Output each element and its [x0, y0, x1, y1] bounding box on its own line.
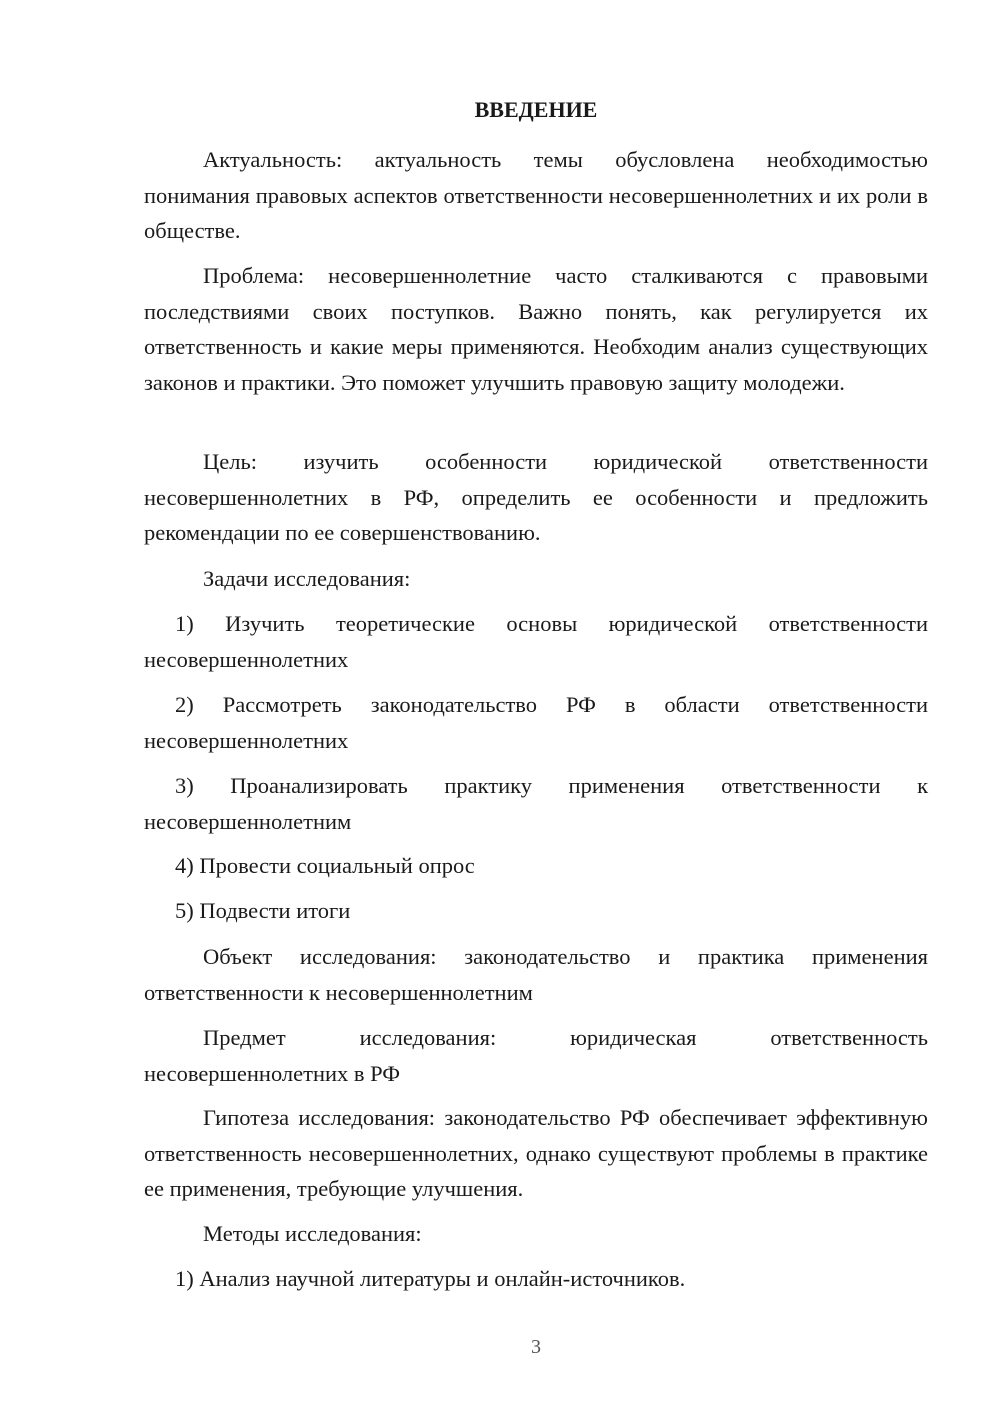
- task-item-5: 5) Подвести итоги: [175, 898, 351, 923]
- task-item-2: 2) Рассмотреть законодательство РФ в области ответственности несовершеннолетних: [144, 692, 928, 753]
- object-paragraph: Объект исследования: законодательство и практика применения ответственности к несовершеннолетним: [144, 944, 928, 1005]
- task-item-1: 1) Изучить теоретические основы юридической ответственности несовершеннолетних: [144, 611, 928, 672]
- section-title: ВВЕДЕНИЕ: [474, 97, 598, 122]
- method-item-1: 1) Анализ научной литературы и онлайн-источников.: [175, 1266, 686, 1291]
- methods-heading: Методы исследования:: [203, 1221, 422, 1246]
- page-number: 3: [531, 1336, 541, 1358]
- task-item-4: 4) Провести социальный опрос: [175, 853, 475, 878]
- goal-paragraph: Цель: изучить особенности юридической ответственности несовершеннолетних в РФ, определить ее особенности и предложить рекомендации по ее совершенствованию.: [144, 449, 928, 545]
- problem-paragraph: Проблема: несовершеннолетние часто сталкиваются с правовыми последствиями своих поступков. Важно понять, как регулируется их ответственность и какие меры применяются. Необходим анализ существующих законов и практики. Это поможет улучшить правовую защиту молодежи.: [144, 263, 928, 395]
- relevance-paragraph: Актуальность: актуальность темы обусловлена необходимостью понимания правовых аспектов ответственности несовершеннолетних и их роли в обществе.: [144, 147, 928, 243]
- hypothesis-paragraph: Гипотеза исследования: законодательство РФ обеспечивает эффективную ответственность несовершеннолетних, однако существуют проблемы в практике ее применения, требующие улучшения.: [144, 1105, 928, 1201]
- tasks-heading: Задачи исследования:: [203, 566, 411, 591]
- task-item-3: 3) Проанализировать практику применения ответственности к несовершеннолетним: [144, 773, 928, 834]
- subject-paragraph: Предмет исследования: юридическая ответственность несовершеннолетних в РФ: [144, 1025, 928, 1086]
